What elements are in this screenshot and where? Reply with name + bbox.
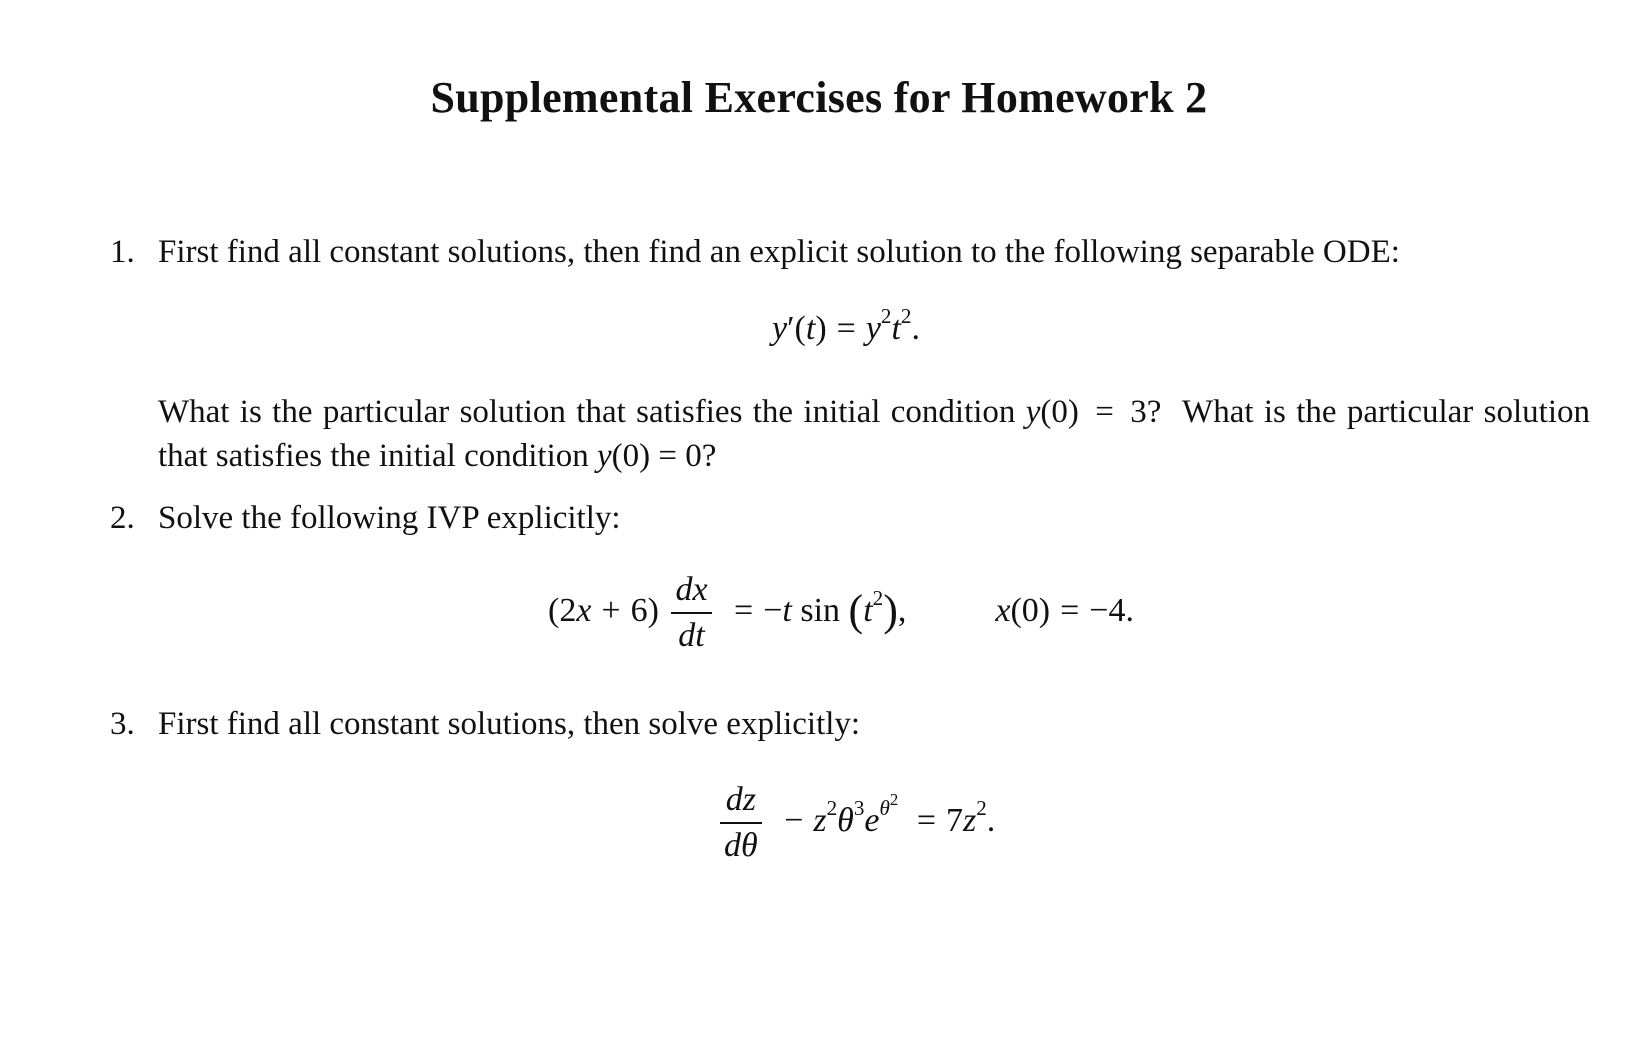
problem-3-equation: $\frac{dz}{d\theta}$ − $z^2\theta^3e^{\theta^2} = 7z^2$. — [716, 780, 995, 866]
problem-1-equation: $y'(t) = y^2t^2$. — [772, 304, 920, 347]
problem-2-equation: (2x + 6) $\frac{dx}{dt}$ = −t $\sin (t^2)$, x(0) = −4. — [548, 571, 1134, 654]
problem-1-number: 1. — [110, 234, 135, 270]
problem-2-intro: Solve the following IVP explicitly: — [158, 500, 621, 536]
page-title: Supplemental Exercises for Homework 2 — [430, 73, 1208, 122]
problem-1-intro: First find all constant solutions, then find an explicit solution to the following separable ODE: — [158, 234, 1400, 270]
problem-3-number: 3. — [110, 706, 135, 742]
problem-2-number: 2. — [110, 500, 135, 536]
problem-1-followup: What is the particular solution that satisfies the initial condition y(0) = 3? What is the particular solution that satisfies the initial condition y(0) = 0? — [158, 394, 1590, 474]
problem-3-intro: First find all constant solutions, then solve explicitly: — [158, 706, 861, 742]
